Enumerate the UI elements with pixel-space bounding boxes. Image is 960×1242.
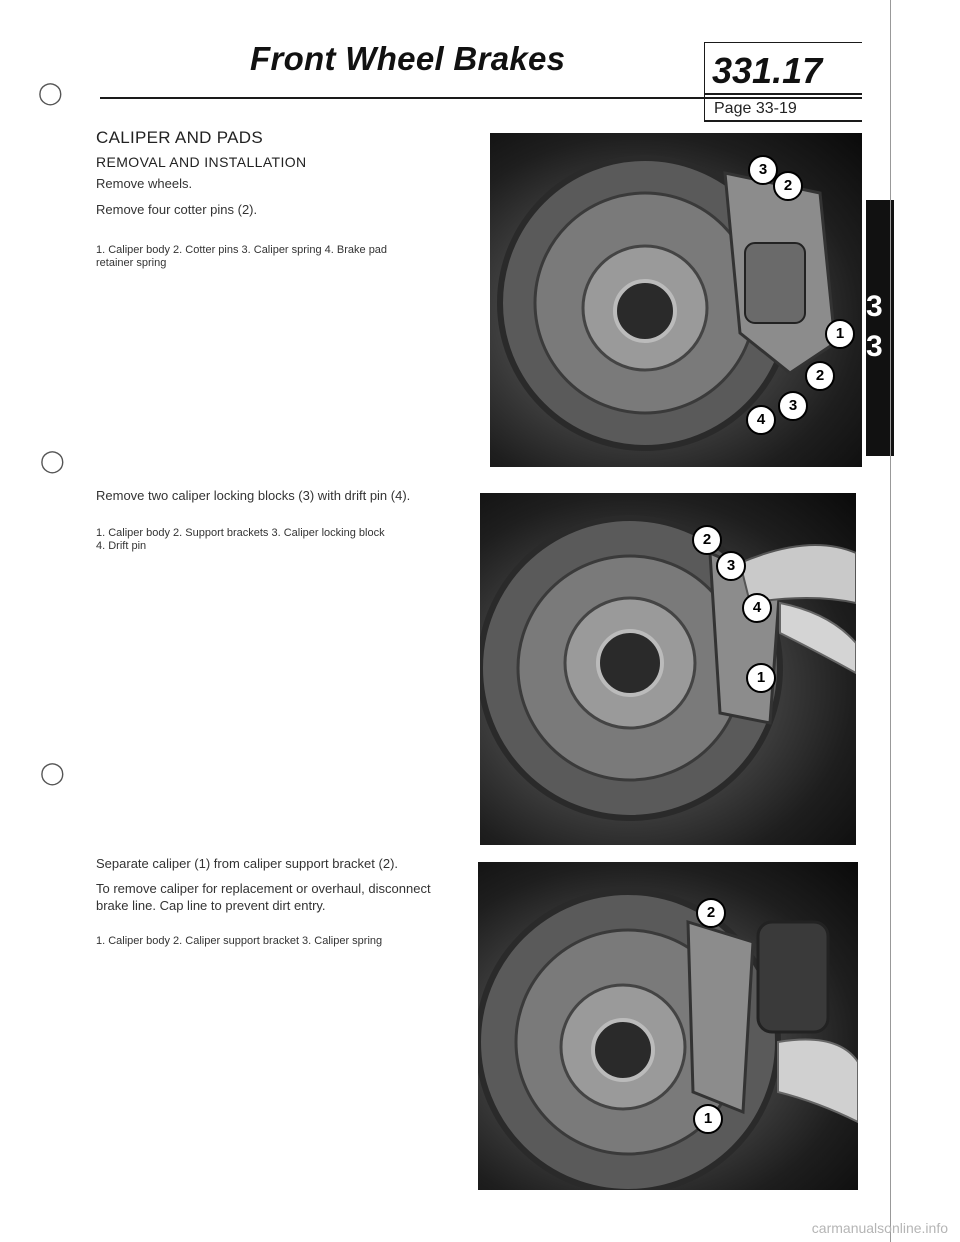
callout-marker: 4 — [742, 593, 772, 623]
step-3-text — [96, 855, 431, 914]
section-subheading: REMOVAL AND INSTALLATION — [96, 154, 307, 170]
step-1-text — [96, 175, 257, 218]
header-rule-bottom — [704, 120, 862, 122]
callout-marker: 1 — [693, 1104, 723, 1134]
callout-marker: 2 — [773, 171, 803, 201]
page-title: Front Wheel Brakes — [250, 40, 566, 77]
callout-marker: 2 — [692, 525, 722, 555]
binder-hole-icon: ◯ — [40, 448, 65, 473]
photo-caliper-cotter-pins — [490, 133, 862, 467]
photo-separate-caliper — [478, 862, 858, 1190]
header-rule-top — [704, 42, 862, 43]
step-1-caption — [96, 244, 387, 270]
header-rule-main — [100, 97, 862, 99]
thumb-tab-digit: 3 — [866, 290, 883, 323]
callout-marker: 1 — [825, 319, 855, 349]
step-3-line: To remove caliper for replacement or overhaul, disconnect — [96, 881, 431, 896]
callout-marker: 3 — [748, 155, 778, 185]
callout-marker: 3 — [716, 551, 746, 581]
step-2-text — [96, 487, 410, 504]
page-reference: Page 33-19 — [714, 100, 797, 117]
step-3-line: brake line. Cap line to prevent dirt entry. — [96, 898, 326, 913]
binder-hole-icon: ◯ — [38, 80, 63, 105]
watermark: carmanualsonline.info — [811, 1220, 948, 1236]
caption-line: 1. Caliper body 2. Caliper support bracket 3. Caliper spring — [96, 935, 383, 947]
callout-marker: 1 — [746, 663, 776, 693]
step-3-line: Separate caliper (1) from caliper support bracket (2). — [96, 856, 399, 871]
step-1-line: Remove four cotter pins (2). — [96, 202, 258, 217]
brake-disc-illustration — [490, 133, 862, 467]
step-2-line: Remove two caliper locking blocks (3) with drift pin (4). — [96, 488, 411, 503]
photo-caliper-locking-blocks — [480, 493, 856, 845]
caption-line: retainer spring — [96, 257, 167, 269]
callout-marker: 4 — [746, 405, 776, 435]
brake-disc-illustration — [480, 493, 856, 845]
callout-marker: 3 — [778, 391, 808, 421]
step-1-line: Remove wheels. — [96, 176, 193, 191]
section-number: 331.17 — [712, 50, 823, 91]
section-heading: CALIPER AND PADS — [96, 128, 263, 147]
callout-marker: 2 — [696, 898, 726, 928]
binder-hole-icon: ◯ — [40, 760, 65, 785]
thumb-tab-digit: 3 — [866, 330, 883, 363]
step-3-caption — [96, 935, 382, 948]
caption-line: 4. Drift pin — [96, 540, 147, 552]
header-divider — [704, 42, 705, 122]
caption-line: 1. Caliper body 2. Support brackets 3. Caliper locking block — [96, 527, 385, 539]
header-rule-mid — [704, 93, 862, 95]
margin-edge-line — [890, 0, 891, 1242]
callout-marker: 2 — [805, 361, 835, 391]
brake-disc-illustration — [478, 862, 858, 1190]
caption-line: 1. Caliper body 2. Cotter pins 3. Caliper spring 4. Brake pad — [96, 244, 388, 256]
step-2-caption — [96, 527, 385, 553]
